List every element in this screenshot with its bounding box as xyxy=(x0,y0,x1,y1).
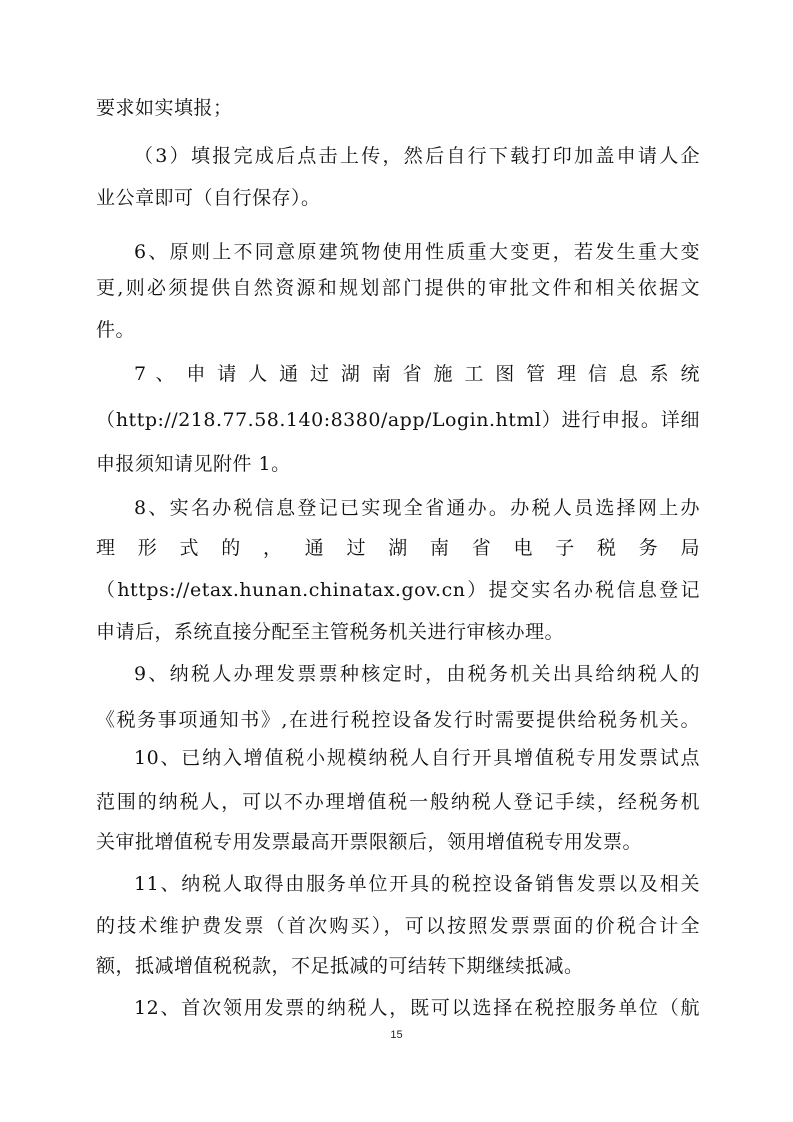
page-number: 15 xyxy=(390,1029,403,1041)
paragraph-line: 11、纳税人取得由服务单位开具的税控设备销售发票以及相关 xyxy=(134,873,700,895)
paragraph-line: 9、纳税人办理发票票种核定时，由税务机关出具给纳税人的 xyxy=(134,663,700,685)
paragraph-line: （3）填报完成后点击上传，然后自行下载打印加盖申请人企 xyxy=(134,145,700,167)
paragraph-line: 更,则必须提供自然资源和规划部门提供的审批文件和相关依据文 xyxy=(96,277,700,299)
paragraph-line: 申报须知请见附件 1。 xyxy=(96,453,291,475)
paragraph-line: 《税务事项通知书》,在进行税控设备发行时需要提供给税务机关。 xyxy=(96,709,700,731)
paragraph-line: 12、首次领用发票的纳税人，既可以选择在税控服务单位（航 xyxy=(134,997,700,1019)
paragraph-line: 6、原则上不同意原建筑物使用性质重大变更，若发生重大变 xyxy=(134,241,700,263)
paragraph-line: 额，抵减增值税税款，不足抵减的可结转下期继续抵减。 xyxy=(96,955,584,977)
paragraph-line: 关审批增值税专用发票最高开票限额后，领用增值税专用发票。 xyxy=(96,831,643,853)
paragraph-line: （http://218.77.58.140:8380/app/Login.html）进行申报。详细 xyxy=(96,409,700,431)
paragraph-line: 业公章即可（自行保存）。 xyxy=(96,187,321,209)
paragraph-line: （https://etax.hunan.chinatax.gov.cn）提交实名办税信息登记 xyxy=(96,579,700,601)
paragraph-line: 范围的纳税人，可以不办理增值税一般纳税人登记手续，经税务机 xyxy=(96,791,700,813)
paragraph-line: 的技术维护费发票（首次购买），可以按照发票票面的价税合计全 xyxy=(96,915,700,937)
paragraph-line: 7 、 申 请 人 通 过 湖 南 省 施 工 图 管 理 信 息 系 统 xyxy=(134,363,700,385)
paragraph-line: 理 形 式 的 ， 通 过 湖 南 省 电 子 税 务 局 xyxy=(96,537,700,559)
paragraph-line: 申请后，系统直接分配至主管税务机关进行审核办理。 xyxy=(96,621,565,643)
paragraph-line: 10、已纳入增值税小规模纳税人自行开具增值税专用发票试点 xyxy=(134,747,700,769)
paragraph-line: 件。 xyxy=(96,319,136,341)
paragraph-line: 要求如实填报； xyxy=(96,97,233,119)
paragraph-line: 8、实名办税信息登记已实现全省通办。办税人员选择网上办 xyxy=(134,497,700,519)
